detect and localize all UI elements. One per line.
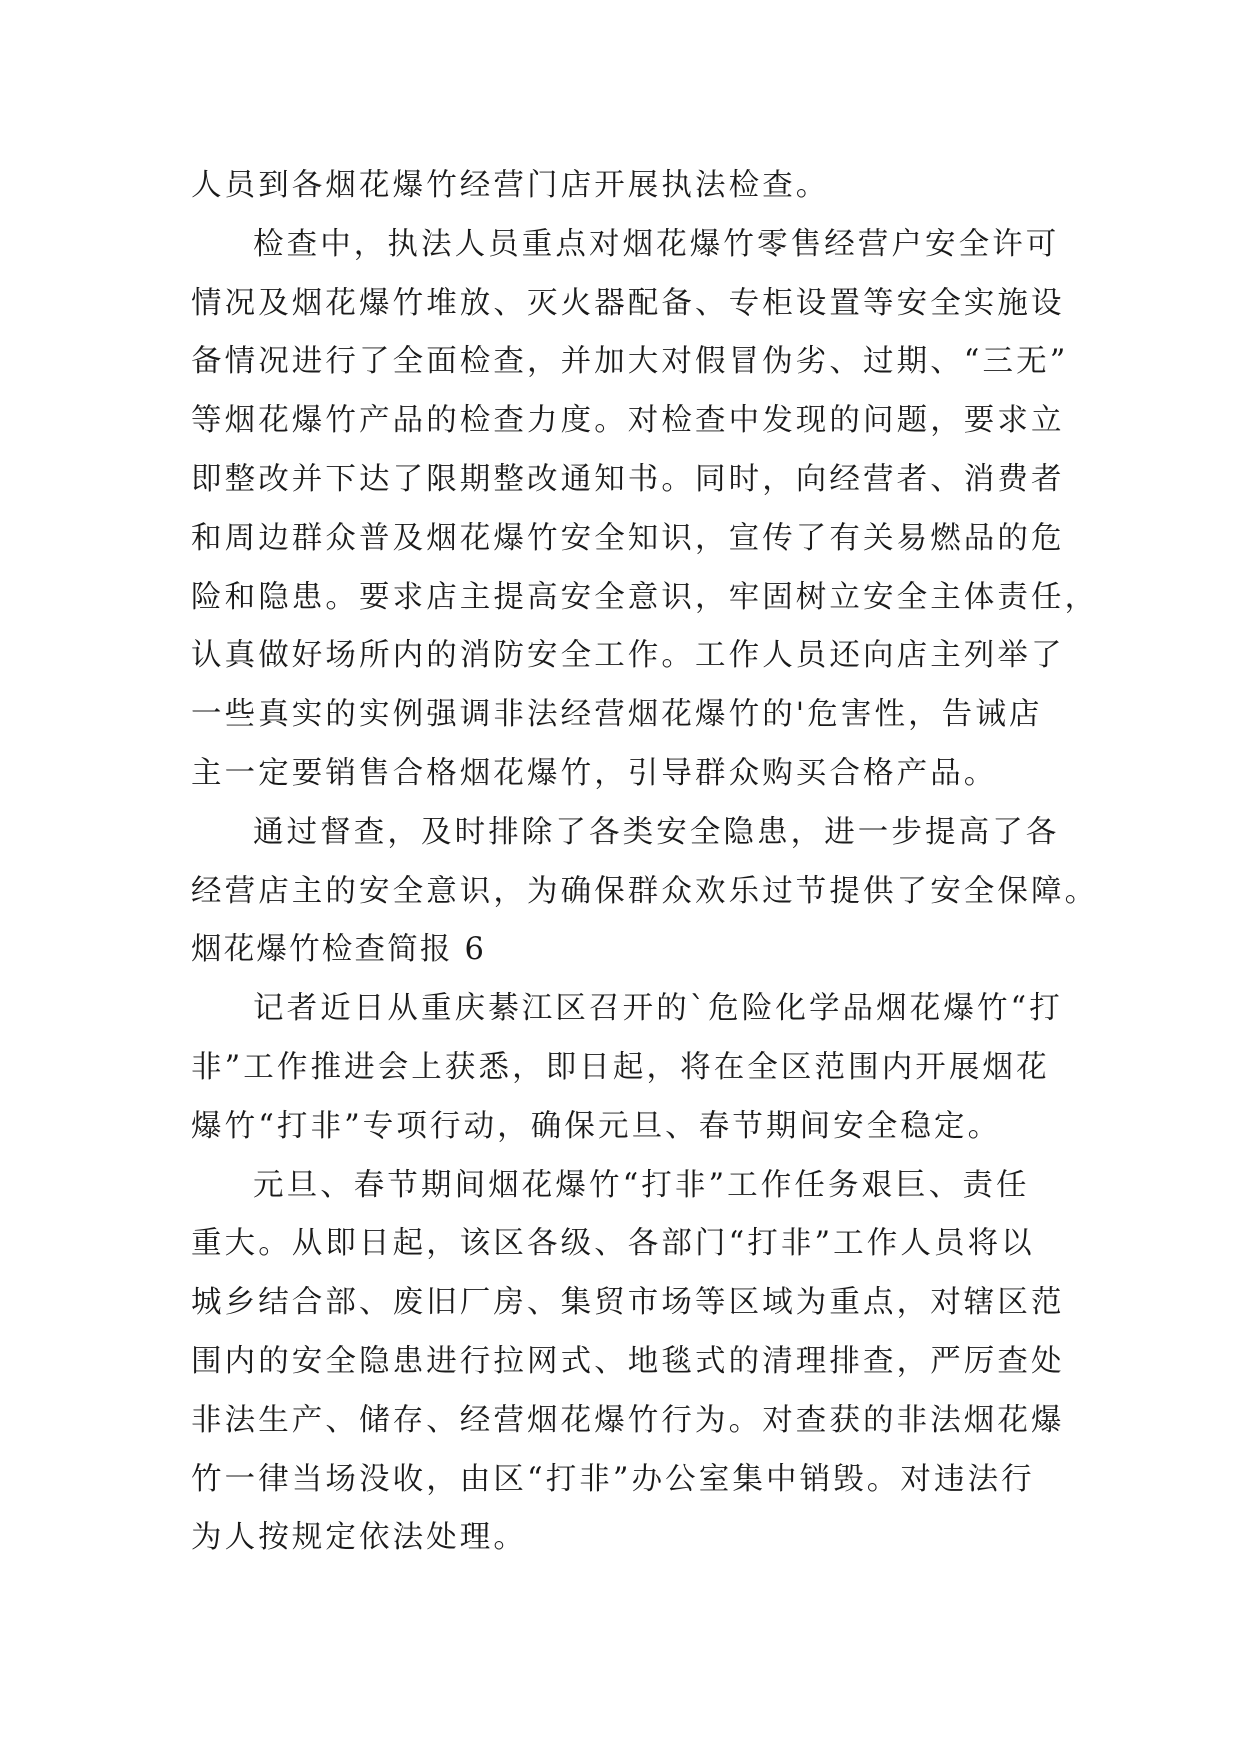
paragraph-first-line: 记者近日从重庆綦江区召开的`危险化学品烟花爆竹“打 [253, 991, 1063, 1027]
text-line: 非”工作推进会上获悉，即日起，将在全区范围内开展烟花 [191, 1049, 1050, 1085]
text-line: 情况及烟花爆竹堆放、灭火器配备、专柜设置等安全实施设 [191, 285, 1065, 321]
text-line: 备情况进行了全面检查，并加大对假冒伪劣、过期、“三无” [191, 344, 1069, 380]
text-line: 主一定要销售合格烟花爆竹，引导群众购买合格产品。 [191, 755, 998, 791]
paragraph-first-line: 元旦、春节期间烟花爆竹“打非”工作任务艰巨、责任 [253, 1167, 1030, 1203]
section-heading: 烟花爆竹检查简报 6 [191, 932, 487, 968]
document-body [191, 157, 1099, 1568]
text-line: 和周边群众普及烟花爆竹安全知识，宣传了有关易燃品的危 [191, 520, 1065, 556]
text-line: 围内的安全隐患进行拉网式、地毯式的清理排查，严厉查处 [191, 1343, 1065, 1379]
text-line: 等烟花爆竹产品的检查力度。对检查中发现的问题，要求立 [191, 403, 1065, 439]
text-line: 竹一律当场没收，由区“打非”办公室集中销毁。对违法行 [191, 1461, 1035, 1497]
paragraph-first-line: 通过督查，及时排除了各类安全隐患，进一步提高了各 [253, 814, 1060, 850]
text-line: 非法生产、储存、经营烟花爆竹行为。对查获的非法烟花爆 [191, 1402, 1065, 1438]
text-line: 重大。从即日起，该区各级、各部门“打非”工作人员将以 [191, 1226, 1035, 1262]
text-line: 爆竹“打非”专项行动，确保元旦、春节期间安全稳定。 [191, 1108, 1002, 1144]
text-line: 人员到各烟花爆竹经营门店开展执法检查。 [191, 168, 830, 203]
text-line: 经营店主的安全意识，为确保群众欢乐过节提供了安全保障。 [191, 873, 1099, 909]
text-line: 一些真实的实例强调非法经营烟花爆竹的'危害性，告诫店 [191, 697, 1043, 733]
text-line: 为人按规定依法处理。 [191, 1520, 527, 1556]
text-line: 即整改并下达了限期整改通知书。同时，向经营者、消费者 [191, 461, 1065, 497]
paragraph-first-line: 检查中，执法人员重点对烟花爆竹零售经营户安全许可 [253, 226, 1060, 262]
text-line: 城乡结合部、废旧厂房、集贸市场等区域为重点，对辖区范 [191, 1285, 1065, 1321]
text-line: 认真做好场所内的消防安全工作。工作人员还向店主列举了 [191, 638, 1065, 674]
text-line: 险和隐患。要求店主提高安全意识，牢固树立安全主体责任， [191, 579, 1099, 615]
